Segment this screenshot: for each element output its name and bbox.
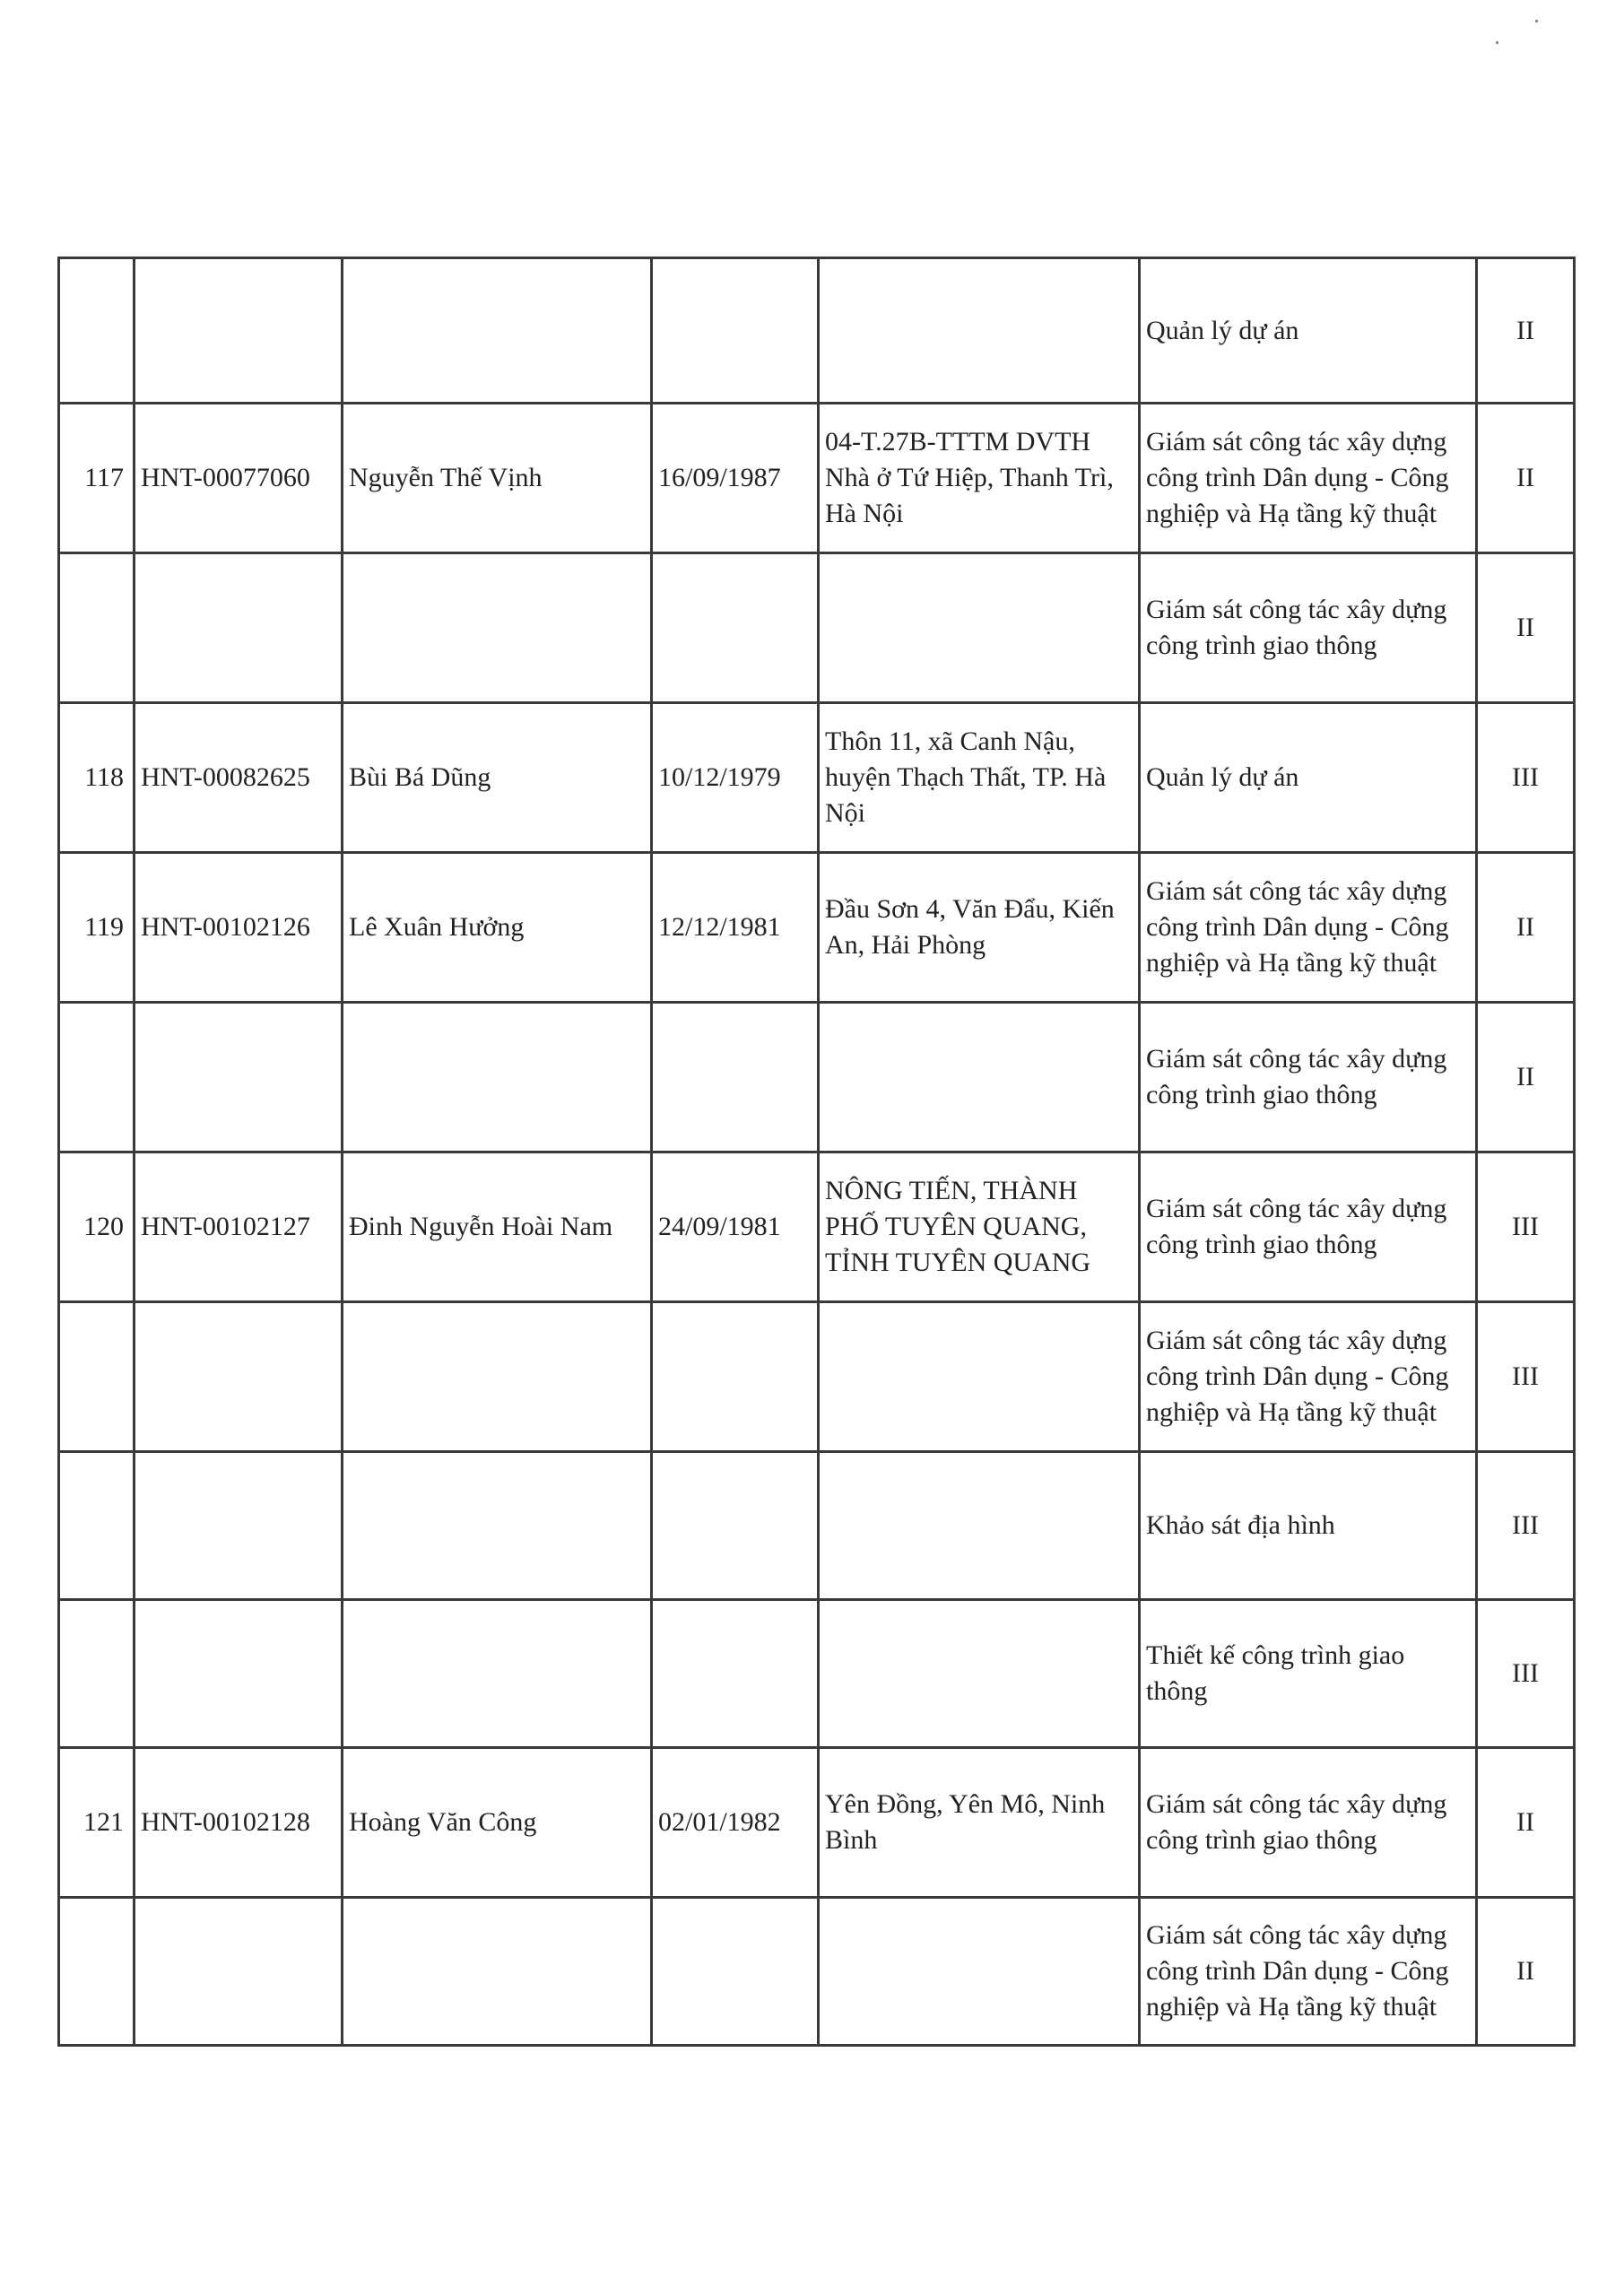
full-name-cell: Nguyễn Thế Vịnh [343, 404, 652, 553]
practice-field-cell: Giám sát công tác xây dựng công trình giao thông [1140, 1003, 1477, 1152]
address-cell [819, 1452, 1140, 1600]
address-cell [819, 1898, 1140, 2046]
certificate-code-cell [135, 553, 343, 703]
full-name-cell [343, 258, 652, 404]
full-name-cell [343, 1898, 652, 2046]
grade-cell: II [1477, 404, 1575, 553]
row-number-cell [59, 1452, 135, 1600]
row-number-cell [59, 1003, 135, 1152]
scan-speck [1535, 20, 1538, 22]
certificate-table [57, 257, 1576, 2047]
practice-field-cell: Giám sát công tác xây dựng công trình Dân dụng - Công nghiệp và Hạ tầng kỹ thuật [1140, 1302, 1477, 1452]
address-cell [819, 1302, 1140, 1452]
practice-field-cell: Giám sát công tác xây dựng công trình Dân dụng - Công nghiệp và Hạ tầng kỹ thuật [1140, 853, 1477, 1003]
certificate-code-cell [135, 1600, 343, 1748]
date-of-birth-cell: 16/09/1987 [652, 404, 819, 553]
grade-cell: III [1477, 1302, 1575, 1452]
table-row [59, 1152, 1575, 1302]
date-of-birth-cell: 02/01/1982 [652, 1748, 819, 1898]
full-name-cell: Đinh Nguyễn Hoài Nam [343, 1152, 652, 1302]
grade-cell: II [1477, 1898, 1575, 2046]
table-row [59, 404, 1575, 553]
grade-cell: II [1477, 1748, 1575, 1898]
table-row [59, 853, 1575, 1003]
full-name-cell [343, 1600, 652, 1748]
certificate-code-cell [135, 1452, 343, 1600]
table-row [59, 1600, 1575, 1748]
certificate-code-cell: HNT-00102127 [135, 1152, 343, 1302]
full-name-cell [343, 1302, 652, 1452]
grade-cell: II [1477, 1003, 1575, 1152]
practice-field-cell: Thiết kế công trình giao thông [1140, 1600, 1477, 1748]
row-number-cell: 117 [59, 404, 135, 553]
row-number-cell: 119 [59, 853, 135, 1003]
row-number-cell [59, 1898, 135, 2046]
address-cell [819, 1600, 1140, 1748]
date-of-birth-cell [652, 1898, 819, 2046]
date-of-birth-cell [652, 1003, 819, 1152]
address-cell: 04-T.27B-TTTM DVTH Nhà ở Tứ Hiệp, Thanh Trì, Hà Nội [819, 404, 1140, 553]
table-row [59, 258, 1575, 404]
row-number-cell [59, 553, 135, 703]
practice-field-cell: Giám sát công tác xây dựng công trình giao thông [1140, 1152, 1477, 1302]
row-number-cell [59, 258, 135, 404]
row-number-cell [59, 1302, 135, 1452]
certificate-code-cell [135, 1302, 343, 1452]
address-cell: Thôn 11, xã Canh Nậu, huyện Thạch Thất, TP. Hà Nội [819, 703, 1140, 853]
grade-cell: III [1477, 1152, 1575, 1302]
certificate-code-cell: HNT-00077060 [135, 404, 343, 553]
date-of-birth-cell [652, 1302, 819, 1452]
date-of-birth-cell: 12/12/1981 [652, 853, 819, 1003]
practice-field-cell: Giám sát công tác xây dựng công trình Dân dụng - Công nghiệp và Hạ tầng kỹ thuật [1140, 404, 1477, 553]
date-of-birth-cell [652, 258, 819, 404]
table-row [59, 1452, 1575, 1600]
table-row [59, 1302, 1575, 1452]
address-cell [819, 553, 1140, 703]
certificate-code-cell: HNT-00102128 [135, 1748, 343, 1898]
grade-cell: II [1477, 553, 1575, 703]
date-of-birth-cell [652, 553, 819, 703]
date-of-birth-cell: 10/12/1979 [652, 703, 819, 853]
grade-cell: III [1477, 1600, 1575, 1748]
row-number-cell: 120 [59, 1152, 135, 1302]
practice-field-cell: Giám sát công tác xây dựng công trình giao thông [1140, 553, 1477, 703]
scan-speck [1496, 41, 1498, 44]
full-name-cell [343, 1003, 652, 1152]
practice-field-cell: Quản lý dự án [1140, 258, 1477, 404]
full-name-cell [343, 553, 652, 703]
full-name-cell [343, 1452, 652, 1600]
address-cell [819, 258, 1140, 404]
table-row [59, 1748, 1575, 1898]
grade-cell: III [1477, 1452, 1575, 1600]
date-of-birth-cell [652, 1452, 819, 1600]
practice-field-cell: Giám sát công tác xây dựng công trình giao thông [1140, 1748, 1477, 1898]
table-row [59, 553, 1575, 703]
practice-field-cell: Khảo sát địa hình [1140, 1452, 1477, 1600]
certificate-code-cell: HNT-00102126 [135, 853, 343, 1003]
practice-field-cell: Quản lý dự án [1140, 703, 1477, 853]
certificate-code-cell: HNT-00082625 [135, 703, 343, 853]
date-of-birth-cell: 24/09/1981 [652, 1152, 819, 1302]
certificate-code-cell [135, 258, 343, 404]
row-number-cell: 118 [59, 703, 135, 853]
full-name-cell: Hoàng Văn Công [343, 1748, 652, 1898]
full-name-cell: Lê Xuân Hưởng [343, 853, 652, 1003]
practice-field-cell: Giám sát công tác xây dựng công trình Dân dụng - Công nghiệp và Hạ tầng kỹ thuật [1140, 1898, 1477, 2046]
certificate-code-cell [135, 1898, 343, 2046]
address-cell: NÔNG TIẾN, THÀNH PHỐ TUYÊN QUANG, TỈNH TUYÊN QUANG [819, 1152, 1140, 1302]
table-row [59, 703, 1575, 853]
table-row [59, 1898, 1575, 2046]
certificate-code-cell [135, 1003, 343, 1152]
row-number-cell [59, 1600, 135, 1748]
grade-cell: II [1477, 853, 1575, 1003]
grade-cell: II [1477, 258, 1575, 404]
address-cell: Đầu Sơn 4, Văn Đẩu, Kiến An, Hải Phòng [819, 853, 1140, 1003]
address-cell [819, 1003, 1140, 1152]
grade-cell: III [1477, 703, 1575, 853]
table-row [59, 1003, 1575, 1152]
date-of-birth-cell [652, 1600, 819, 1748]
row-number-cell: 121 [59, 1748, 135, 1898]
full-name-cell: Bùi Bá Dũng [343, 703, 652, 853]
address-cell: Yên Đồng, Yên Mô, Ninh Bình [819, 1748, 1140, 1898]
